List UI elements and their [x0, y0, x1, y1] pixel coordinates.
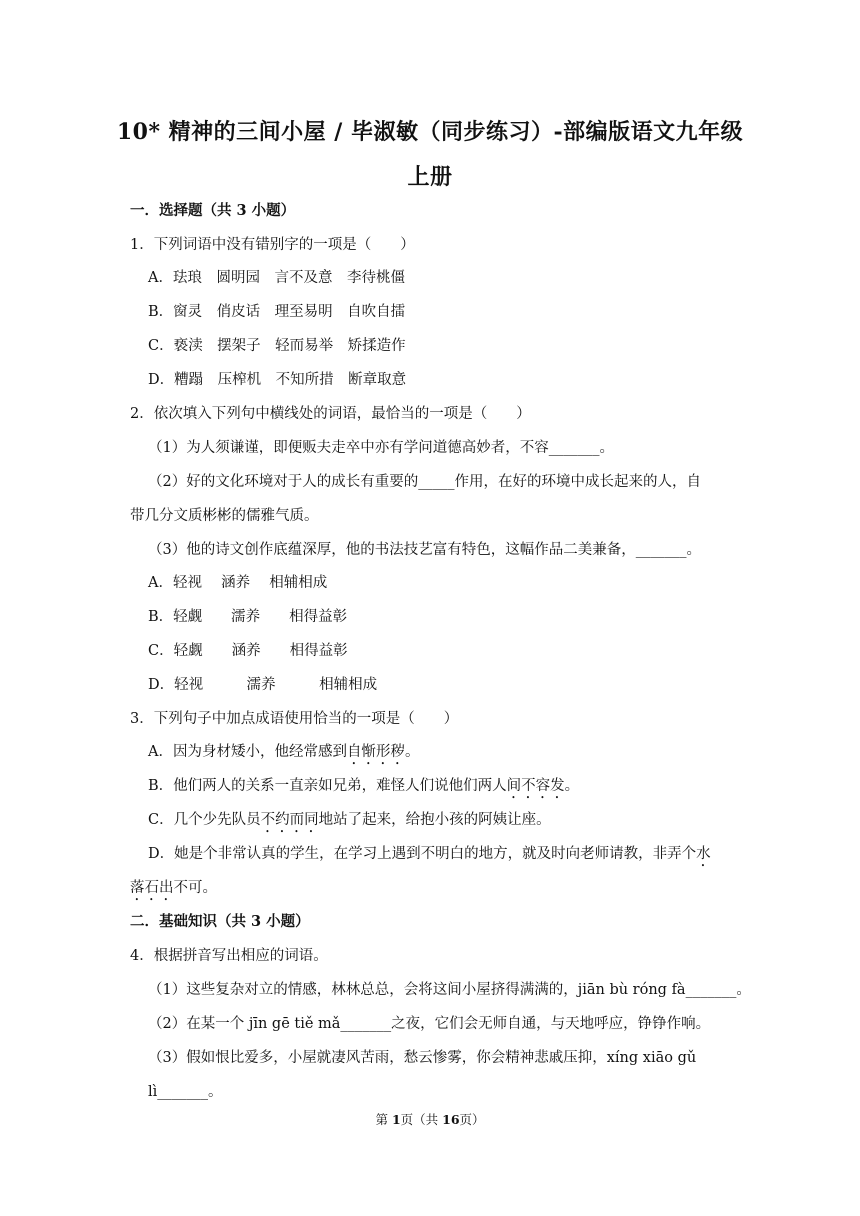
dotted-idiom: 落石出: [130, 880, 174, 896]
total-pages: 16: [442, 1112, 460, 1127]
question-3-option-d-cont: 落石出不可。: [130, 880, 217, 896]
section-heading-basics: 二．基础知识（共 3 小题）: [130, 913, 310, 930]
dotted-idiom: 自惭形秽: [346, 744, 405, 760]
dotted-idiom: 间不容发: [506, 778, 565, 794]
question-1-option-c: C．亵渎 摆架子 轻而易举 矫揉造作: [148, 338, 406, 354]
question-4-sentence-1: （1）这些复杂对立的情感，林林总总，会将这间小屋挤得满满的，jiān bù róng fà_______。: [148, 982, 751, 998]
question-3-option-b: B．他们两人的关系一直亲如兄弟，难怪人们说他们两人间不容发。: [148, 778, 580, 794]
question-4-stem: 4．根据拼音写出相应的词语。: [130, 948, 328, 964]
question-4-sentence-3a: （3）假如恨比爱多，小屋就凄风苦雨，愁云惨雾，你会精神悲戚压抑，xíng xiāo gǔ: [148, 1050, 697, 1066]
question-2-sentence-3: （3）他的诗文创作底蕴深厚，他的书法技艺富有特色，这幅作品二美兼备，_______。: [148, 542, 701, 558]
page-title-line-2: 上册: [407, 164, 453, 190]
question-2-option-d: D．轻视 濡养 相辅相成: [148, 677, 378, 693]
question-2-sentence-2b: 带几分文质彬彬的儒雅气质。: [130, 508, 319, 524]
section-heading-choice: 一．选择题（共 3 小题）: [130, 202, 296, 219]
question-4-sentence-2: （2）在某一个 jīn gē tiě mǎ_______之夜，它们会无师自通，与天地呼应，铮铮作响。: [148, 1016, 711, 1032]
question-2-sentence-1: （1）为人须谦谨，即便贩夫走卒中亦有学问道德高妙者，不容_______。: [148, 440, 614, 456]
question-2-sentence-2a: （2）好的文化环境对于人的成长有重要的_____作用，在好的环境中成长起来的人，自: [148, 474, 701, 490]
question-4-sentence-3b: lì_______。: [148, 1084, 223, 1100]
question-1-option-d: D．糟蹋 压榨机 不知所措 断章取意: [148, 372, 407, 388]
page-title-line-1: 10* 精神的三间小屋 / 毕淑敏（同步练习）-部编版语文九年级: [116, 119, 744, 145]
question-1-option-a: A．珐琅 圆明园 言不及意 李待桃僵: [148, 270, 405, 286]
question-3-option-d: D．她是个非常认真的学生，在学习上遇到不明白的地方，就及时向老师请教，非弄个水: [148, 846, 711, 862]
question-2-stem: 2．依次填入下列句中横线处的词语，最恰当的一项是（ ）: [130, 406, 531, 422]
dotted-idiom: 不约而同: [260, 812, 319, 828]
question-3-option-c: C．几个少先队员不约而同地站了起来，给抱小孩的阿姨让座。: [148, 812, 551, 828]
question-3-stem: 3．下列句子中加点成语使用恰当的一项是（ ）: [130, 711, 459, 727]
question-2-option-c: C．轻觑 涵养 相得益彰: [148, 643, 348, 659]
question-2-option-b: B．轻觑 濡养 相得益彰: [148, 609, 348, 625]
question-3-option-a: A．因为身材矮小，他经常感到自惭形秽。: [148, 744, 420, 760]
question-2-option-a: A．轻视 涵养 相辅相成: [148, 575, 328, 591]
question-1-option-b: B．窗灵 俏皮话 理至易明 自吹自擂: [148, 304, 406, 320]
page-footer: 第 1页（共 16页）: [375, 1112, 485, 1127]
dotted-idiom: 水: [696, 846, 711, 862]
current-page-number: 1: [391, 1112, 401, 1127]
question-1-stem: 1．下列词语中没有错别字的一项是（ ）: [130, 237, 415, 253]
